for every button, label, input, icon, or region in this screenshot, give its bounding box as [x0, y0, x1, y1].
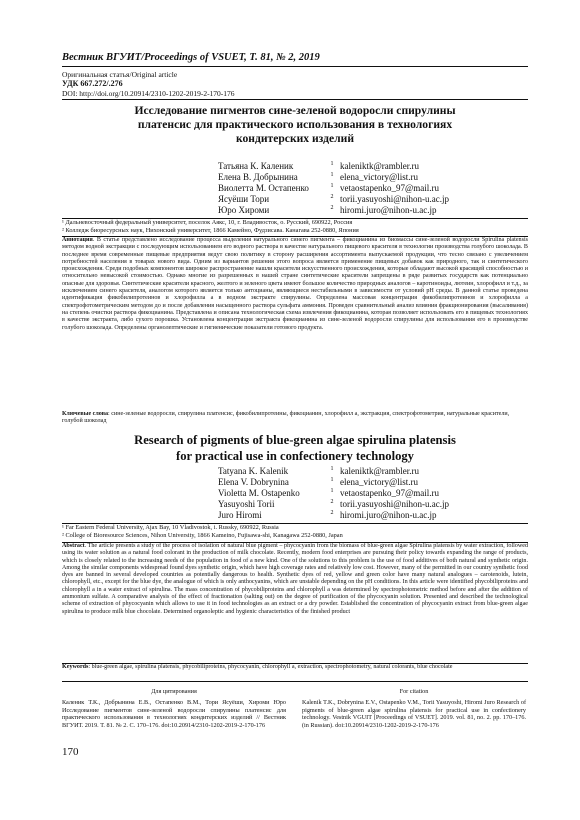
author-row: [218, 466, 528, 477]
author-email[interactable]: vetaostapenko_97@mail.ru: [340, 183, 440, 193]
author-email[interactable]: torii.yasuyoshi@nihon-u.ac.jp: [340, 499, 450, 509]
ru-citation: [62, 688, 286, 730]
author-affil-ref: 1: [330, 183, 334, 189]
en-affiliations: [62, 524, 528, 540]
author-email[interactable]: elena_victory@list.ru: [340, 172, 419, 182]
author-email[interactable]: kaleniktk@rambler.ru: [340, 161, 420, 171]
citation-heading: Для цитирования: [151, 688, 197, 695]
author-row: [218, 499, 528, 510]
keywords-text: : сине-зеленые водоросли, спирулина платенсис, фикобилипротеины, фикоцианин, хлорофилл a, экстракция, спектрофотометрия, натуральные красители, голубой шоколад: [62, 411, 510, 425]
en-citation: [302, 688, 526, 730]
affiliation-line: ² Колледж биоресурсных наук, Нихонский университет, 1866 Камейно, Фудзисава. Канагава 252-0880, Япония: [62, 227, 359, 234]
author-affil-ref: 2: [330, 499, 334, 505]
page-number: 170: [62, 746, 79, 758]
ru-authors: [218, 161, 528, 216]
author-row: [218, 194, 528, 205]
journal-header: Вестник ВГУИТ/Proceedings of VSUET, Т. 81, № 2, 2019: [62, 52, 320, 63]
citation-rule: [62, 681, 528, 682]
author-name: Юро Хироми: [218, 205, 270, 215]
ru-title: [62, 104, 528, 146]
author-affil-ref: 2: [330, 205, 334, 211]
en-title: [62, 432, 528, 464]
ru-title-line: Исследование пигментов сине-зеленой водоросли спирулины: [134, 104, 456, 117]
author-name: Ясуёши Тори: [218, 194, 270, 204]
author-email[interactable]: vetaostapenko_97@mail.ru: [340, 488, 440, 498]
author-affil-ref: 1: [330, 488, 334, 494]
citation-text: Kalenik T.K., Dobrynina E.V., Ostapenko V.M., Torii Yasuyoshi, Hiromi Juro Research of pigments of blue-green algae spirulina platensis for practical use in confectionery technology. Vestnik VGUIT [Proceedings of VSUET]. 2019. vol. 81, no. 2. pp. 170–176. (in Russian). doi:10.20914/2310-1202-2019-2-170-176: [302, 698, 526, 730]
ru-title-line: кондитерских изделий: [235, 132, 355, 145]
keywords-label: Ключевые слова: [62, 411, 109, 417]
ru-affiliations: [62, 219, 528, 235]
author-affil-ref: 1: [330, 477, 334, 483]
affiliation-line: ² College of Bioresource Sciences, Nihon University, 1866 Kameino, Fujisawa-shi, Kanagawa 252-0880, Japan: [62, 532, 343, 539]
header-rule: [62, 66, 528, 67]
author-name: Yasuyoshi Torii: [218, 499, 275, 509]
author-name: Juro Hiromi: [218, 510, 262, 520]
udk-code: УДК 667.272/.276: [62, 79, 123, 88]
author-row: [218, 510, 528, 521]
citation-text: Каленик Т.К., Добрынина Е.В., Остапенко В.М., Тори Ясуёши, Хироми Юро Исследование пигментов сине-зеленой водоросли спирулины платенсис для практического использования в технологиях кондитерских изделий // Вестник ВГУИТ. 2019. Т. 81. № 2. С. 170–176. doi:10.20914/2310-1202-2019-2-170-176: [62, 698, 286, 730]
author-name: Violetta M. Ostapenko: [218, 488, 300, 498]
author-affil-ref: 2: [330, 194, 334, 200]
en-authors: [218, 466, 528, 521]
author-row: [218, 161, 528, 172]
author-name: Виолетта М. Остапенко: [218, 183, 309, 193]
author-email[interactable]: hiromi.juro@nihon-u.ac.jp: [340, 510, 437, 520]
author-name: Елена В. Добрынина: [218, 172, 298, 182]
author-name: Татьяна К. Каленик: [218, 161, 294, 171]
affiliation-line: ¹ Far Eastern Federal University, Ajax Bay, 10 Vladivostok, i. Russky, 690922, Russia: [62, 524, 279, 531]
author-email[interactable]: elena_victory@list.ru: [340, 477, 419, 487]
ru-keywords: [62, 411, 528, 426]
article-type: Оригинальная статья/Original article: [62, 70, 178, 79]
affiliation-line: ¹ Дальневосточный федеральный университет, поселок Аякс, 10, г. Владивосток, о. Русский, 690922, Россия: [62, 219, 353, 226]
author-email[interactable]: torii.yasuyoshi@nihon-u.ac.jp: [340, 194, 450, 204]
abstract-text: . The article presents a study of the process of isolation of natural blue pigment – phycocyanin from the biomass of blue-green algae Spirulina platensis by water extraction, followed using its water solution as a natural food colorant in the production of milk chocolate. Recently, modern food enterprises are pursuing their policy towards expanding the range of products, which is closely related to the increasing needs of the population in food of a new kind. One of the solutions to this problem is the use of food additives of both natural and synthetic origin. Among the similar components widespread found dyes synthetic origin, which have high coverage rates and relatively low cost. However, many of the permitted in our country synthetic food dyes are banned in several developed countries as potentially dangerous to health. Synthetic dyes of red, yellow and green color have many natural analogues – carotenoids, lutein, chlorophyll, etc., except for the blue dye, the analogue of which is only anthocyanins, which are unstable depending on the pH conditions. In this article were identified phycobiliproteins and chlorophyll a in a water extract of spirulina. The mass concentration of phycobiliproteins and chlorophyll a was determined by spectrophotometric method before and after the addition of ammonium sulfate. A comparative analysis of the effect of fractionation (salting out) on the degree of purification of the phycocyanin solution. Presented and described the technological scheme of extraction of phycocyanin which allows to use it in food technologies as an extract or a dry powder. Established the concentration of phycocyanin extract from blue-green algae spirulina to produce milk blue chocolate. Determined organoleptic and hygienic characteristics of the finished product: [62, 543, 528, 615]
author-name: Elena V. Dobrynina: [218, 477, 289, 487]
doi-link[interactable]: DOI: http://doi.org/10.20914/2310-1202-2019-2-170-176: [62, 89, 235, 98]
en-title-line: for practical use in confectionery technology: [176, 449, 414, 463]
doi-rule: [62, 99, 528, 100]
en-title-line: Research of pigments of blue-green algae spirulina platensis: [134, 433, 456, 447]
abstract-label: Abstract: [62, 543, 85, 549]
keywords-text: : blue-green algae, spirulina platensis, phycobiliproteins, phycocyanin, chlorophyll a, extraction, spectrophotometry, natural colorants, blue chocolate: [88, 664, 453, 670]
en-keywords: [62, 664, 528, 671]
author-row: [218, 205, 528, 216]
ru-title-line: платенсис для практического использования в технологиях: [137, 118, 453, 131]
en-abstract: [62, 543, 528, 616]
author-affil-ref: 1: [330, 161, 334, 167]
author-affil-ref: 1: [330, 172, 334, 178]
keywords-label: Keywords: [62, 664, 89, 670]
author-name: Tatyana K. Kalenik: [218, 466, 289, 476]
abstract-text: В статье представлено исследование процесса выделения натурального синего пигмента – фикоцианина из биомассы сине-зеленой водоросли Spirulina platensis методом водной экстракции с последующим использованием его водного раствора в качестве натурального пищевого красителя в технологии производства голубого шоколада. В последнее время современные пищевые предприятия ведут свою политику в сторону расширения ассортимента выпускаемой продукции, что тесно связано с увеличением потребностей населения в товарах нового вида. Одним из вариантов решения этого вопроса является применение пищевых добавок как природного, так и синтетического происхождения. Среди подобных компонентов широкое распространение нашли красители искусственного происхождения, которые обладают высокой красящей способностью и относительно невысокой стоимостью. Однако многие из разрешенных в нашей стране синтетические красители запрещены в ряде развитых государств как потенциально опасные для здоровья. Синтетические красители красного, желтого и зеленого цвета имеют большое количество природных аналогов – каротиноиды, лютеин, хлорофилл и т.д., за исключением синего красителя, аналогом которого является только антоцианы, являющиеся нестабильными в зависимости от условий рН среды. В данной статье проведена идентификация фикобилипротеинов и хлорофилла a в водном экстракте спирулины. Определена массовая концентрация фикобилипротеинов и хлорофилла a спектрофотометрическим методом до и после добавления насыщенного раствора сульфата аммония. Проведен сравнительный анализ влияния фракционирования (высаливания) на степень очистки раствора фикоцианина. Представлена и описана технологическая схема извлечения фикоцианина, которая позволяет использовать его в пищевых технологиях в качестве экстракта, либо сухого порошка. Установлена концентрация экстракта фикоцианина из сине-зеленой водоросли спирулины для использования его в производстве голубого шоколада. Определены органолептические и гигиенические показатели готового продукта.: [62, 237, 529, 331]
author-row: [218, 488, 528, 499]
author-email[interactable]: hiromi.juro@nihon-u.ac.jp: [340, 205, 437, 215]
author-row: [218, 172, 528, 183]
author-affil-ref: 1: [330, 466, 334, 472]
author-row: [218, 183, 528, 194]
citation-heading: For citation: [399, 688, 429, 695]
author-row: [218, 477, 528, 488]
author-affil-ref: 2: [330, 510, 334, 516]
abstract-label: Аннотация: [62, 237, 93, 243]
author-email[interactable]: kaleniktk@rambler.ru: [340, 466, 420, 476]
ru-abstract: Аннотация. В статье представлено исследование процесса выделения натурального синего пигмента – фикоцианина из биомассы сине-зеленой водоросли Spirulina platensis методом водной экстракции с последующим использованием его водного раствора в качестве натурального пищевого красителя в технологии производства голубого шоколада. В последнее время современные пищевые предприятия ведут свою политику в сторону расширения ассортимента выпускаемой продукции, что тесно связано с увеличением потребностей населения в товарах нового вида. Одним из вариантов решения этого вопроса является применение пищевых добавок как природного, так и синтетического происхождения. Среди подобных компонентов широкое распространение нашли красители искусственного происхождения, которые обладают высокой красящей способностью и относительно невысокой стоимостью. Однако многие из разрешенных в нашей стране синтетические красители запрещены в ряде развитых государств как потенциально опасные для здоровья. Синтетические красители красного, желтого и зеленого цвета имеют большое количество природных аналогов – каротиноиды, лютеин, хлорофилл и т.д., за исключением синего красителя, аналогом которого является только антоцианы, являющиеся нестабильными в зависимости от условий рН среды. В данной статье проведена идентификация фикобилипротеинов и хлорофилла a в водном экстракте спирулины. Определена массовая концентрация фикобилипротеинов и хлорофилла a спектрофотометрическим методом до и после добавления насыщенного раствора сульфата аммония. Проведен сравнительный анализ влияния фракционирования (высаливания) на степень очистки раствора фикоцианина. Представлена и описана технологическая схема извлечения фикоцианина, которая позволяет использовать его в пищевых технологиях в качестве экстракта, либо сухого порошка. Установлена концентрация экстракта фикоцианина из сине-зеленой водоросли спирулины для использования его в производстве голубого шоколада. Определены органолептические и гигиенические показатели готового продукта.: [62, 237, 529, 331]
